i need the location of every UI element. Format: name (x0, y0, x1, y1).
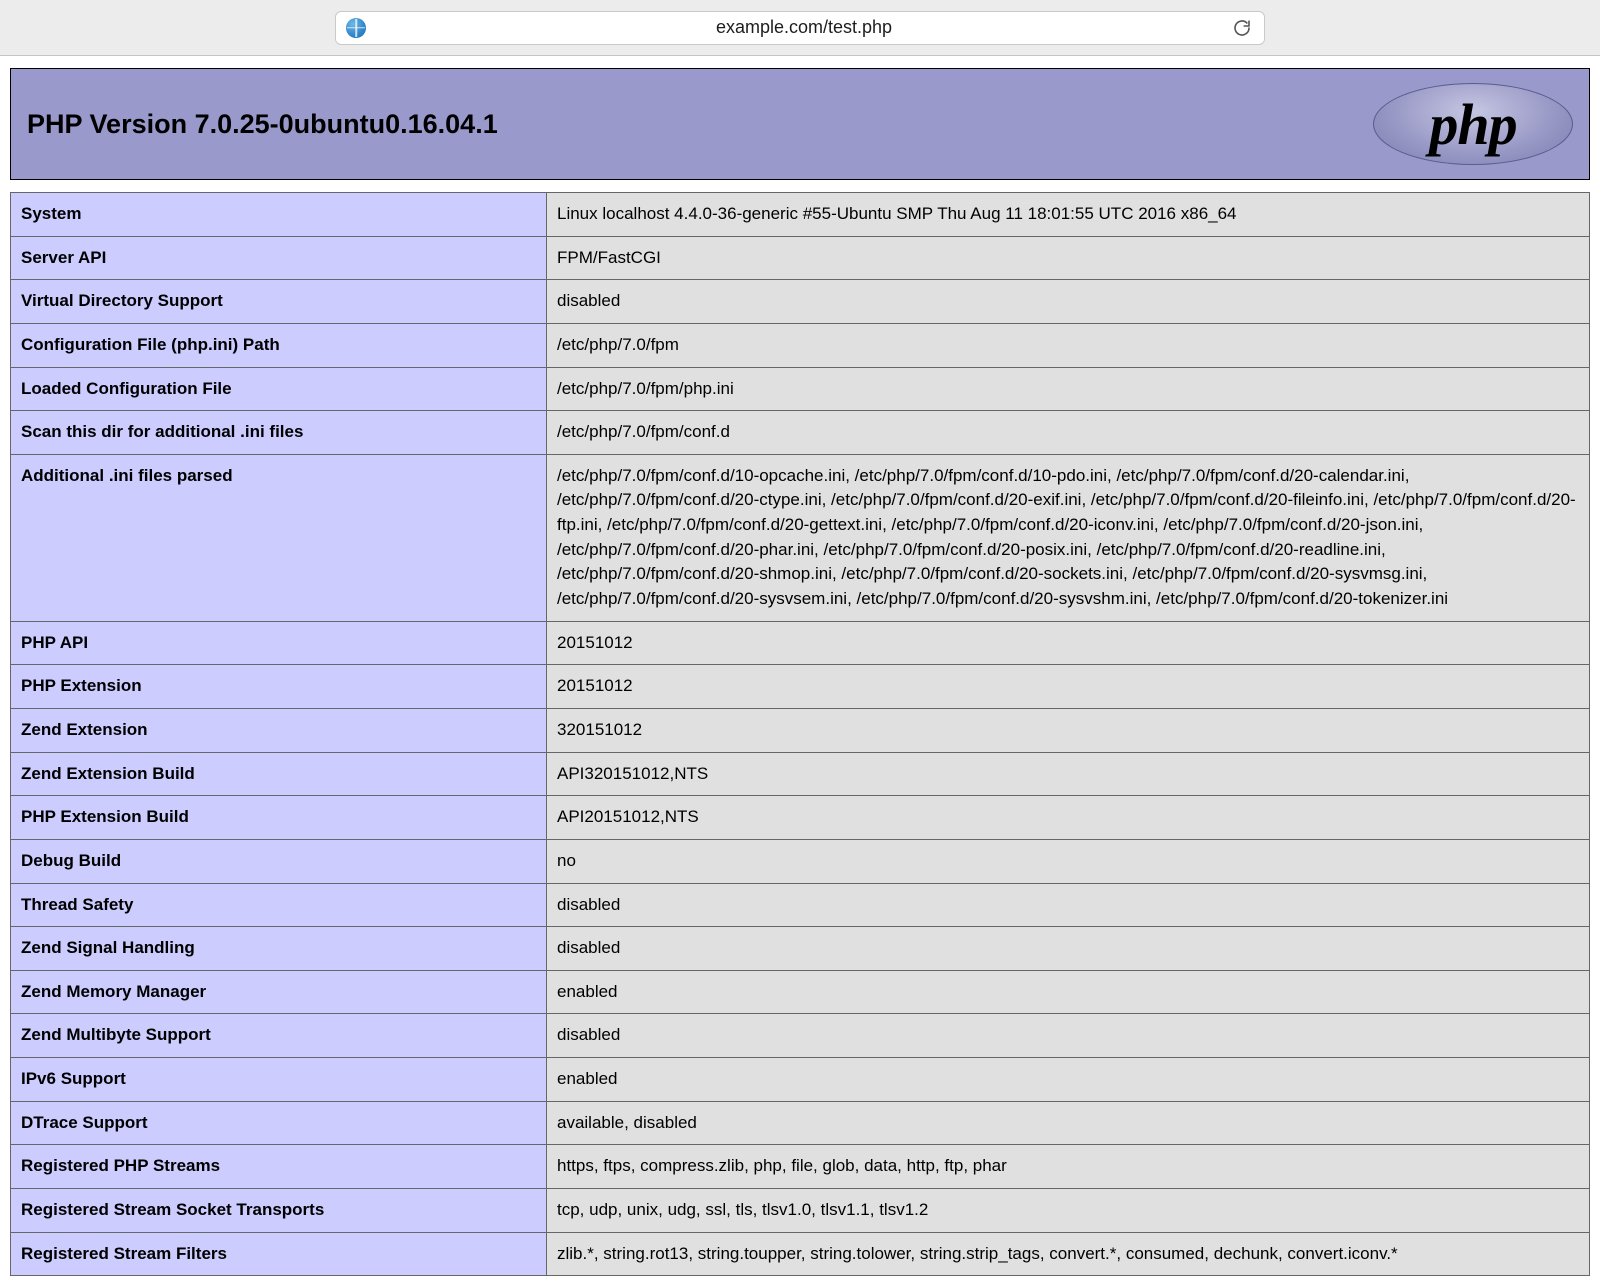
row-key: Zend Signal Handling (11, 927, 547, 971)
row-value: https, ftps, compress.zlib, php, file, glob, data, http, ftp, phar (547, 1145, 1590, 1189)
row-value: disabled (547, 927, 1590, 971)
globe-icon (346, 18, 366, 38)
row-key: Zend Extension (11, 708, 547, 752)
table-row (11, 839, 1590, 883)
page-title: PHP Version 7.0.25-0ubuntu0.16.04.1 (27, 108, 498, 139)
row-key: System (11, 193, 547, 237)
table-row (11, 280, 1590, 324)
row-value: /etc/php/7.0/fpm/conf.d (547, 411, 1590, 455)
row-value: /etc/php/7.0/fpm/conf.d/10-opcache.ini, /etc/php/7.0/fpm/conf.d/10-pdo.ini, /etc/php/7.0/fpm/conf.d/20-calendar.ini, /etc/php/7.0/fpm/conf.d/20-ctype.ini, /etc/php/7.0/fpm/conf.d/20-exif.ini, /etc/php/7.0/fpm/conf.d/20-fileinfo.ini, /etc/php/7.0/fpm/conf.d/20-ftp.ini, /etc/php/7.0/fpm/conf.d/20-gettext.ini, /etc/php/7.0/fpm/conf.d/20-iconv.ini, /etc/php/7.0/fpm/conf.d/20-json.ini, /etc/php/7.0/fpm/conf.d/20-phar.ini, /etc/php/7.0/fpm/conf.d/20-posix.ini, /etc/php/7.0/fpm/conf.d/20-readline.ini, /etc/php/7.0/fpm/conf.d/20-shmop.ini, /etc/php/7.0/fpm/conf.d/20-sockets.ini, /etc/php/7.0/fpm/conf.d/20-sysvmsg.ini, /etc/php/7.0/fpm/conf.d/20-sysvsem.ini, /etc/php/7.0/fpm/conf.d/20-sysvshm.ini, /etc/php/7.0/fpm/conf.d/20-tokenizer.ini (547, 454, 1590, 621)
browser-toolbar (0, 0, 1600, 56)
table-row (11, 236, 1590, 280)
row-key: Registered Stream Socket Transports (11, 1189, 547, 1233)
table-row (11, 796, 1590, 840)
row-key: DTrace Support (11, 1101, 547, 1145)
row-value: disabled (547, 883, 1590, 927)
row-key: Configuration File (php.ini) Path (11, 323, 547, 367)
row-value: 20151012 (547, 665, 1590, 709)
row-key: IPv6 Support (11, 1058, 547, 1102)
table-row (11, 1058, 1590, 1102)
table-row (11, 1101, 1590, 1145)
row-key: Zend Multibyte Support (11, 1014, 547, 1058)
table-row (11, 708, 1590, 752)
row-value: no (547, 839, 1590, 883)
row-value: Linux localhost 4.4.0-36-generic #55-Ubuntu SMP Thu Aug 11 18:01:55 UTC 2016 x86_64 (547, 193, 1590, 237)
table-row (11, 411, 1590, 455)
row-value: available, disabled (547, 1101, 1590, 1145)
php-info-page (0, 68, 1600, 1276)
table-row (11, 1014, 1590, 1058)
table-row (11, 193, 1590, 237)
row-key: Additional .ini files parsed (11, 454, 547, 621)
row-value: disabled (547, 1014, 1590, 1058)
php-core-info-table (10, 192, 1590, 1276)
table-row (11, 367, 1590, 411)
row-key: PHP API (11, 621, 547, 665)
row-value: disabled (547, 280, 1590, 324)
table-row (11, 1189, 1590, 1233)
row-key: Scan this dir for additional .ini files (11, 411, 547, 455)
table-row (11, 454, 1590, 621)
table-row (11, 883, 1590, 927)
php-logo-text: php (1429, 91, 1517, 157)
row-key: PHP Extension (11, 665, 547, 709)
row-value: enabled (547, 1058, 1590, 1102)
row-value: API20151012,NTS (547, 796, 1590, 840)
reload-icon[interactable] (1232, 18, 1252, 38)
row-value: tcp, udp, unix, udg, ssl, tls, tlsv1.0, tlsv1.1, tlsv1.2 (547, 1189, 1590, 1233)
row-value: /etc/php/7.0/fpm (547, 323, 1590, 367)
row-key: Thread Safety (11, 883, 547, 927)
table-row (11, 621, 1590, 665)
row-key: Debug Build (11, 839, 547, 883)
url-text[interactable]: example.com/test.php (715, 17, 893, 37)
row-value: zlib.*, string.rot13, string.toupper, string.tolower, string.strip_tags, convert.*, consumed, dechunk, convert.iconv.* (547, 1232, 1590, 1276)
table-row (11, 1232, 1590, 1276)
row-value: 320151012 (547, 708, 1590, 752)
row-key: Loaded Configuration File (11, 367, 547, 411)
row-key: Zend Extension Build (11, 752, 547, 796)
table-row (11, 752, 1590, 796)
table-body (11, 193, 1590, 1276)
row-value: API320151012,NTS (547, 752, 1590, 796)
row-key: Registered Stream Filters (11, 1232, 547, 1276)
row-key: Virtual Directory Support (11, 280, 547, 324)
row-key: Registered PHP Streams (11, 1145, 547, 1189)
php-version-header (10, 68, 1590, 180)
table-row (11, 323, 1590, 367)
row-value: /etc/php/7.0/fpm/php.ini (547, 367, 1590, 411)
table-row (11, 1145, 1590, 1189)
row-value: enabled (547, 970, 1590, 1014)
table-row (11, 970, 1590, 1014)
address-bar[interactable] (335, 11, 1265, 45)
row-value: 20151012 (547, 621, 1590, 665)
row-key: PHP Extension Build (11, 796, 547, 840)
table-row (11, 927, 1590, 971)
php-logo-icon (1373, 75, 1573, 173)
row-key: Zend Memory Manager (11, 970, 547, 1014)
table-row (11, 665, 1590, 709)
row-key: Server API (11, 236, 547, 280)
row-value: FPM/FastCGI (547, 236, 1590, 280)
